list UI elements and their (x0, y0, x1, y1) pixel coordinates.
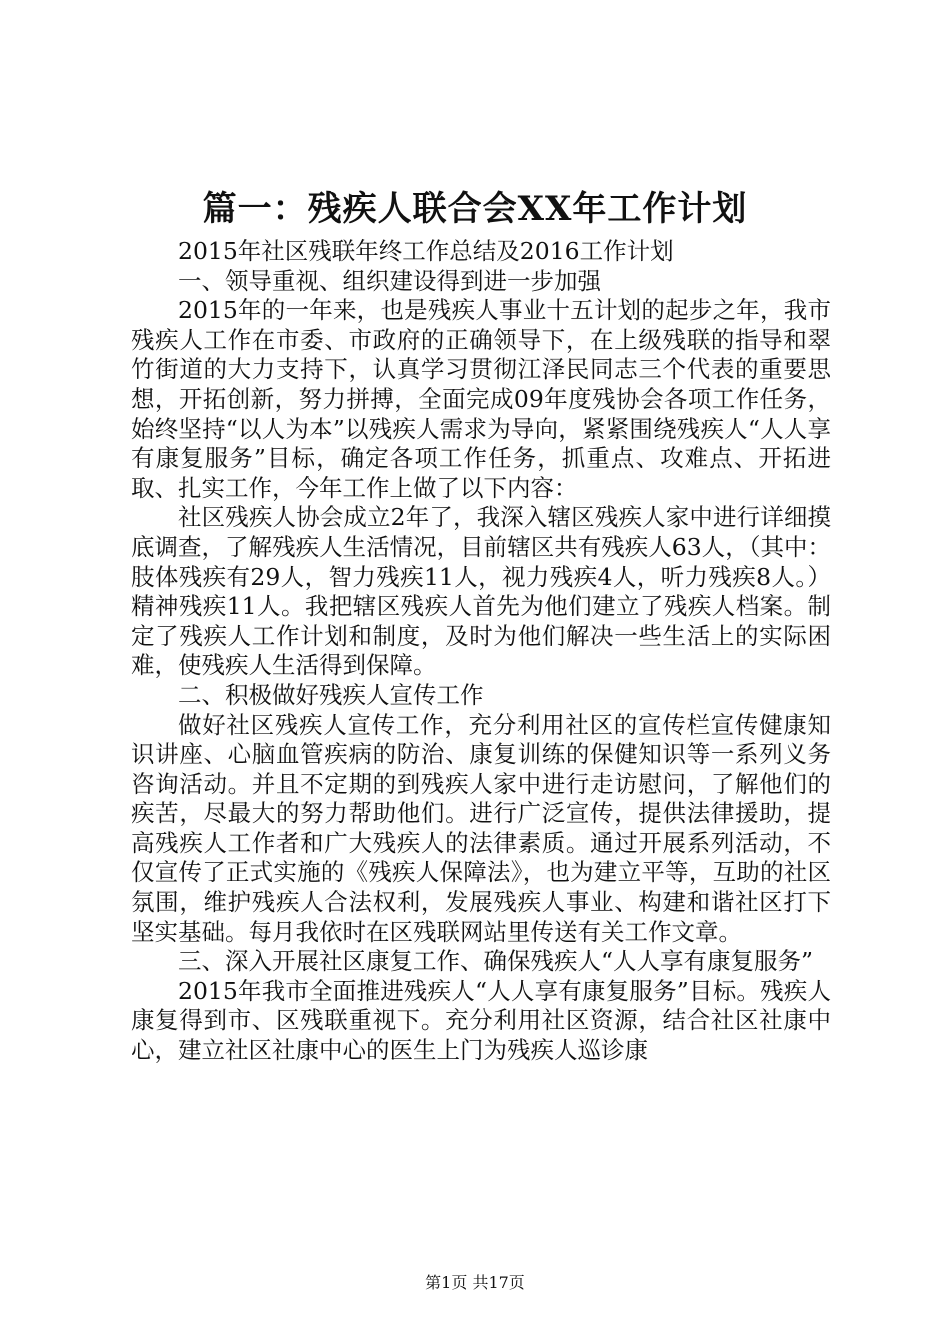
section-heading-3: 三、深入开展社区康复工作、确保残疾人“人人享有康复服务” (178, 947, 814, 976)
page-number-footer: 第1页 共17页 (425, 1273, 525, 1292)
body-paragraph: 2015年的一年来，也是残疾人事业十五计划的起步之年，我市残疾人工作在市委、市政府的正确领导下，在上级残联的指导和翠竹街道的大力支持下，认真学习贯彻江泽民同志三个代表的重要思想，开拓创新，努力拼搏，全面完成09年度残协会各项工作任务，始终坚持“以人为本”以残疾人需求为导向，紧紧围绕残疾人“人人享有康复服务”目标，确定各项工作任务，抓重点、攻难点、开拓进取、扎实工作，今年工作上做了以下内容： (131, 296, 831, 502)
body-paragraph: 做好社区残疾人宣传工作，充分利用社区的宣传栏宣传健康知识讲座、心脑血管疾病的防治、康复训练的保健知识等一系列义务咨询活动。并且不定期的到残疾人家中进行走访慰问，了解他们的疾苦，尽最大的努力帮助他们。进行广泛宣传，提供法律援助，提高残疾人工作者和广大残疾人的法律素质。通过开展系列活动，不仅宣传了正式实施的《残疾人保障法》，也为建立平等，互助的社区氛围，维护残疾人合法权利，发展残疾人事业、构建和谐社区打下坚实基础。每月我依时在区残联网站里传送有关工作文章。 (131, 710, 831, 946)
body-paragraph: 2015年我市全面推进残疾人“人人享有康复服务”目标。残疾人康复得到市、区残联重视下。充分利用社区资源，结合社区社康中心，建立社区社康中心的医生上门为残疾人巡诊康 (131, 976, 831, 1065)
section-heading-2: 二、积极做好残疾人宣传工作 (178, 680, 484, 709)
section-heading-1: 一、领导重视、组织建设得到进一步加强 (178, 266, 601, 295)
subtitle-paragraph: 2015年社区残联年终工作总结及2016工作计划 (178, 237, 674, 265)
document-body (131, 237, 831, 1066)
page-title: 篇一：残疾人联合会XX年工作计划 (202, 189, 748, 229)
body-paragraph: 社区残疾人协会成立2年了，我深入辖区残疾人家中进行详细摸底调查，了解残疾人生活情况，目前辖区共有残疾人63人，（其中：肢体残疾有29人，智力残疾11人，视力残疾4人，听力残疾8人。）精神残疾11人。我把辖区残疾人首先为他们建立了残疾人档案。制定了残疾人工作计划和制度，及时为他们解决一些生活上的实际困难，使残疾人生活得到保障。 (131, 503, 831, 680)
